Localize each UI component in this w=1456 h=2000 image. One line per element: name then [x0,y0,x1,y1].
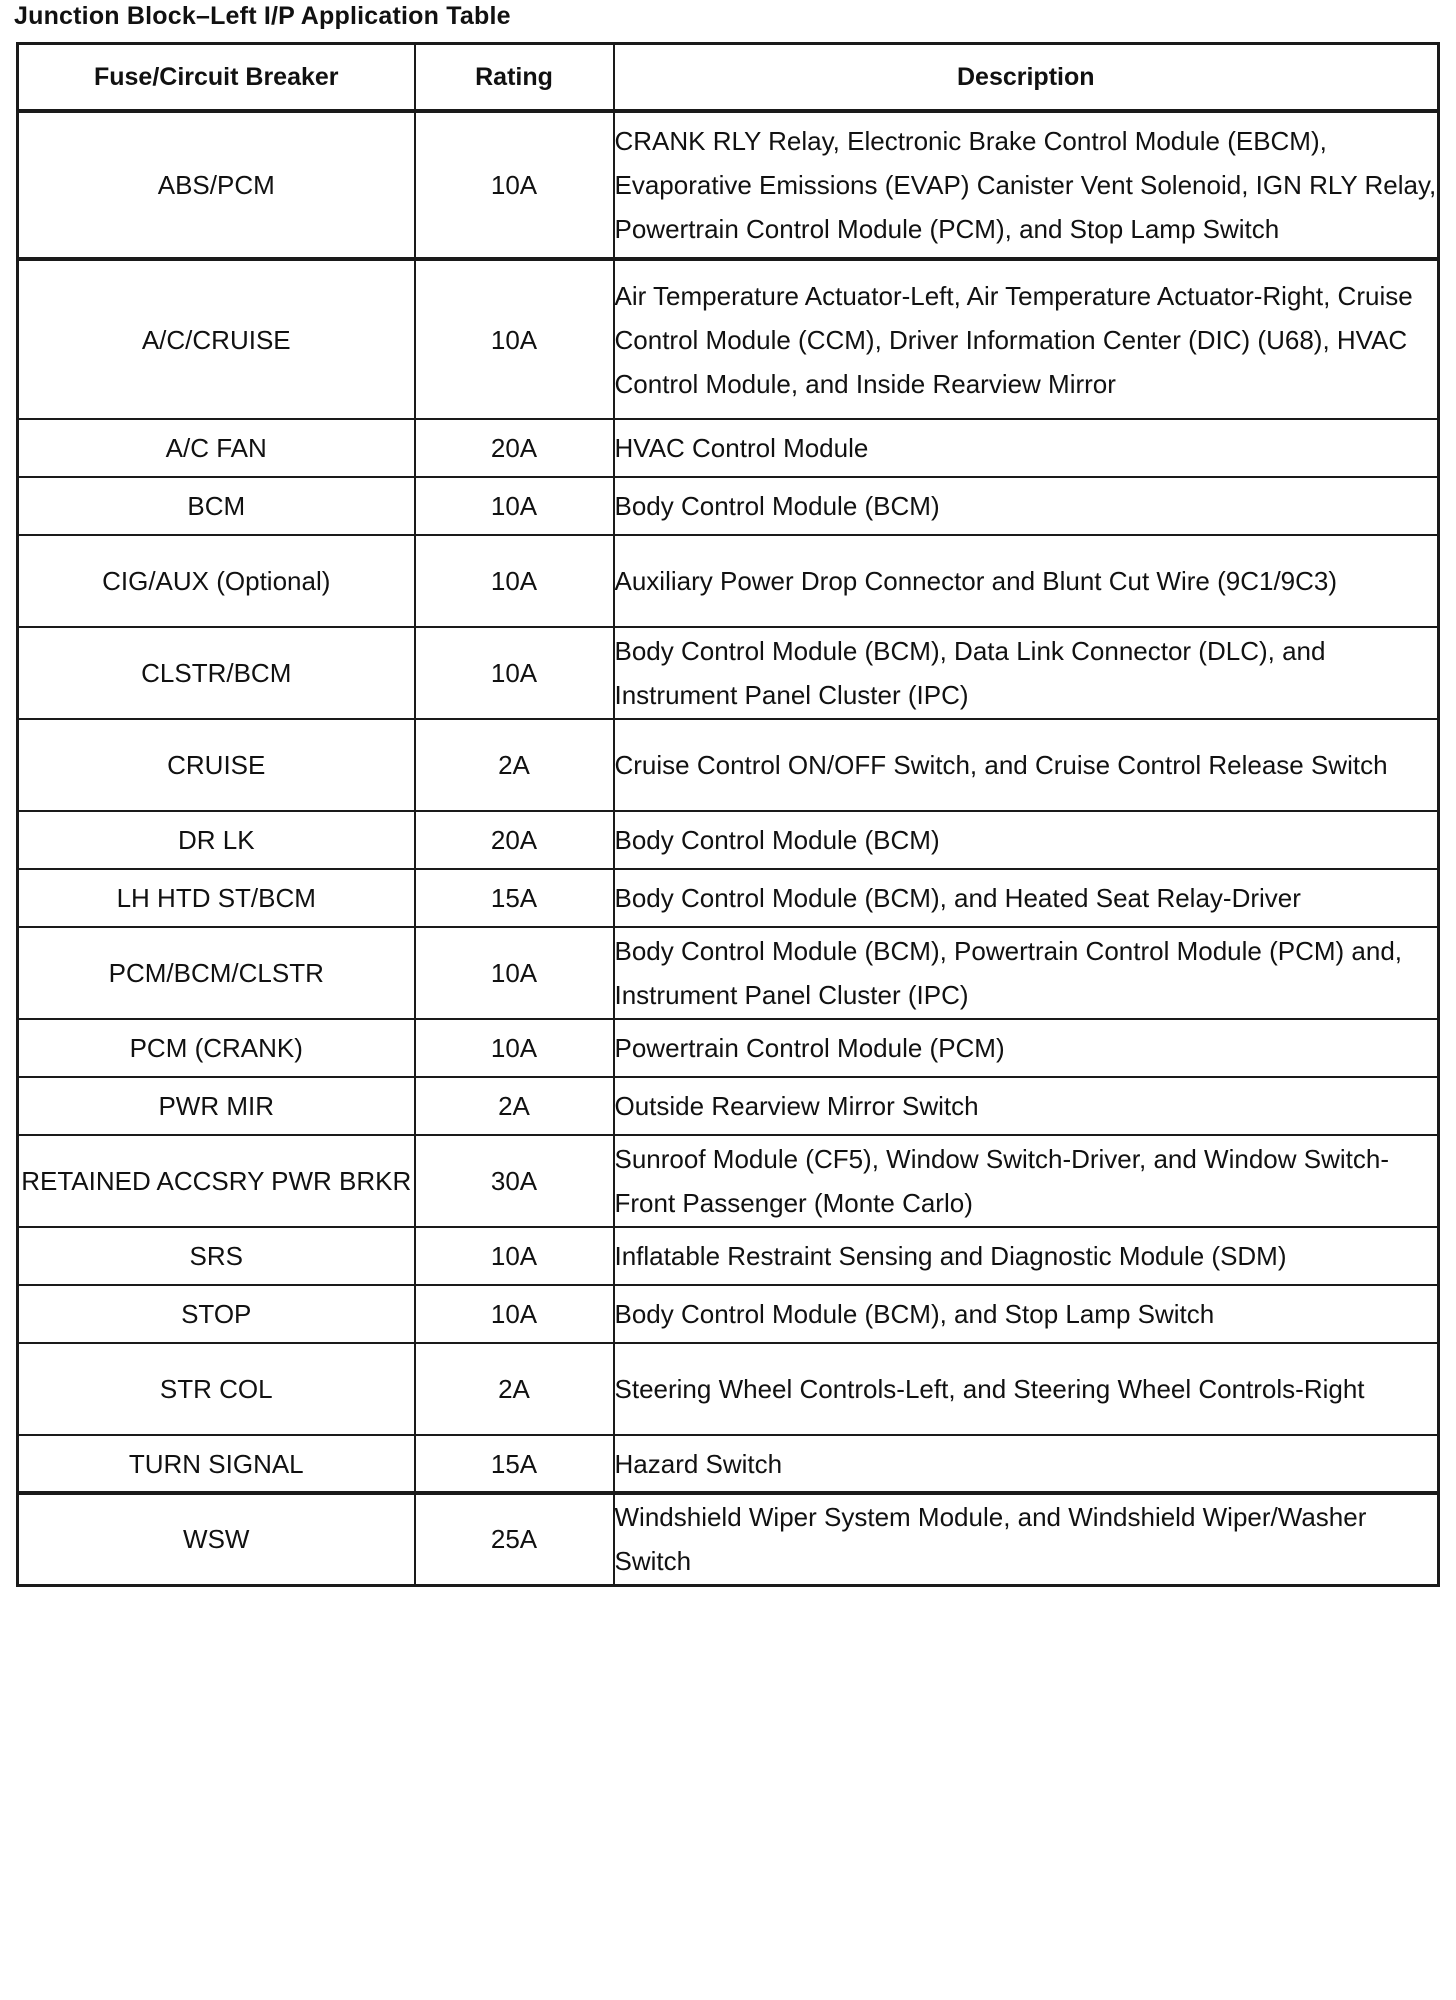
description-cell: Sunroof Module (CF5), Window Switch-Driver, and Window Switch-Front Passenger (Monte Carlo) [614,1135,1439,1227]
rating-cell: 15A [415,1435,614,1493]
fuse-cell: PCM/BCM/CLSTR [18,927,415,1019]
table-row [18,627,1439,719]
table-row [18,869,1439,927]
table-row [18,1019,1439,1077]
table-row [18,1285,1439,1343]
rating-cell: 10A [415,1019,614,1077]
table-row [18,1493,1439,1585]
table-row [18,927,1439,1019]
document-title: Junction Block–Left I/P Application Table [14,2,511,30]
description-cell: Body Control Module (BCM) [614,811,1439,869]
application-table [16,42,1440,1587]
fuse-cell: CIG/AUX (Optional) [18,535,415,627]
table-row [18,1077,1439,1135]
fuse-cell: TURN SIGNAL [18,1435,415,1493]
rating-cell: 25A [415,1493,614,1585]
description-cell: Cruise Control ON/OFF Switch, and Cruise Control Release Switch [614,719,1439,811]
description-cell: Body Control Module (BCM), and Heated Seat Relay-Driver [614,869,1439,927]
description-cell: Air Temperature Actuator-Left, Air Temperature Actuator-Right, Cruise Control Module (CCM), Driver Information Center (DIC) (U68), HVAC Control Module, and Inside Rearview Mirror [614,259,1439,419]
fuse-cell: BCM [18,477,415,535]
rating-cell: 30A [415,1135,614,1227]
fuse-cell: A/C FAN [18,419,415,477]
table-row [18,419,1439,477]
table-row [18,811,1439,869]
description-cell: Body Control Module (BCM), Data Link Connector (DLC), and Instrument Panel Cluster (IPC) [614,627,1439,719]
fuse-cell: DR LK [18,811,415,869]
rating-cell: 2A [415,1077,614,1135]
description-cell: Powertrain Control Module (PCM) [614,1019,1439,1077]
table-header-row [18,44,1439,112]
table-row [18,1435,1439,1493]
description-cell: HVAC Control Module [614,419,1439,477]
description-cell: Outside Rearview Mirror Switch [614,1077,1439,1135]
description-cell: Body Control Module (BCM), and Stop Lamp Switch [614,1285,1439,1343]
description-cell: Hazard Switch [614,1435,1439,1493]
fuse-cell: STOP [18,1285,415,1343]
rating-cell: 2A [415,719,614,811]
table-row [18,1343,1439,1435]
rating-cell: 15A [415,869,614,927]
header-fuse: Fuse/Circuit Breaker [18,44,415,112]
table-row [18,535,1439,627]
fuse-cell: LH HTD ST/BCM [18,869,415,927]
fuse-cell: WSW [18,1493,415,1585]
description-cell: Inflatable Restraint Sensing and Diagnostic Module (SDM) [614,1227,1439,1285]
fuse-cell: ABS/PCM [18,111,415,259]
rating-cell: 10A [415,535,614,627]
fuse-cell: STR COL [18,1343,415,1435]
rating-cell: 10A [415,627,614,719]
fuse-cell: PWR MIR [18,1077,415,1135]
header-rating: Rating [415,44,614,112]
table-row [18,111,1439,259]
rating-cell: 10A [415,927,614,1019]
rating-cell: 10A [415,477,614,535]
rating-cell: 10A [415,111,614,259]
description-cell: CRANK RLY Relay, Electronic Brake Control Module (EBCM), Evaporative Emissions (EVAP) Canister Vent Solenoid, IGN RLY Relay, Powertrain Control Module (PCM), and Stop Lamp Switch [614,111,1439,259]
fuse-cell: PCM (CRANK) [18,1019,415,1077]
header-description: Description [614,44,1439,112]
description-cell: Body Control Module (BCM) [614,477,1439,535]
rating-cell: 2A [415,1343,614,1435]
description-cell: Windshield Wiper System Module, and Windshield Wiper/Washer Switch [614,1493,1439,1585]
rating-cell: 20A [415,419,614,477]
description-cell: Auxiliary Power Drop Connector and Blunt Cut Wire (9C1/9C3) [614,535,1439,627]
fuse-cell: CLSTR/BCM [18,627,415,719]
description-cell: Body Control Module (BCM), Powertrain Control Module (PCM) and, Instrument Panel Cluster (IPC) [614,927,1439,1019]
rating-cell: 10A [415,1285,614,1343]
table-row [18,1227,1439,1285]
rating-cell: 20A [415,811,614,869]
fuse-cell: RETAINED ACCSRY PWR BRKR [18,1135,415,1227]
description-cell: Steering Wheel Controls-Left, and Steering Wheel Controls-Right [614,1343,1439,1435]
table-row [18,477,1439,535]
fuse-cell: A/C/CRUISE [18,259,415,419]
fuse-cell: CRUISE [18,719,415,811]
rating-cell: 10A [415,1227,614,1285]
table-row [18,1135,1439,1227]
rating-cell: 10A [415,259,614,419]
table-row [18,719,1439,811]
fuse-cell: SRS [18,1227,415,1285]
table-row [18,259,1439,419]
